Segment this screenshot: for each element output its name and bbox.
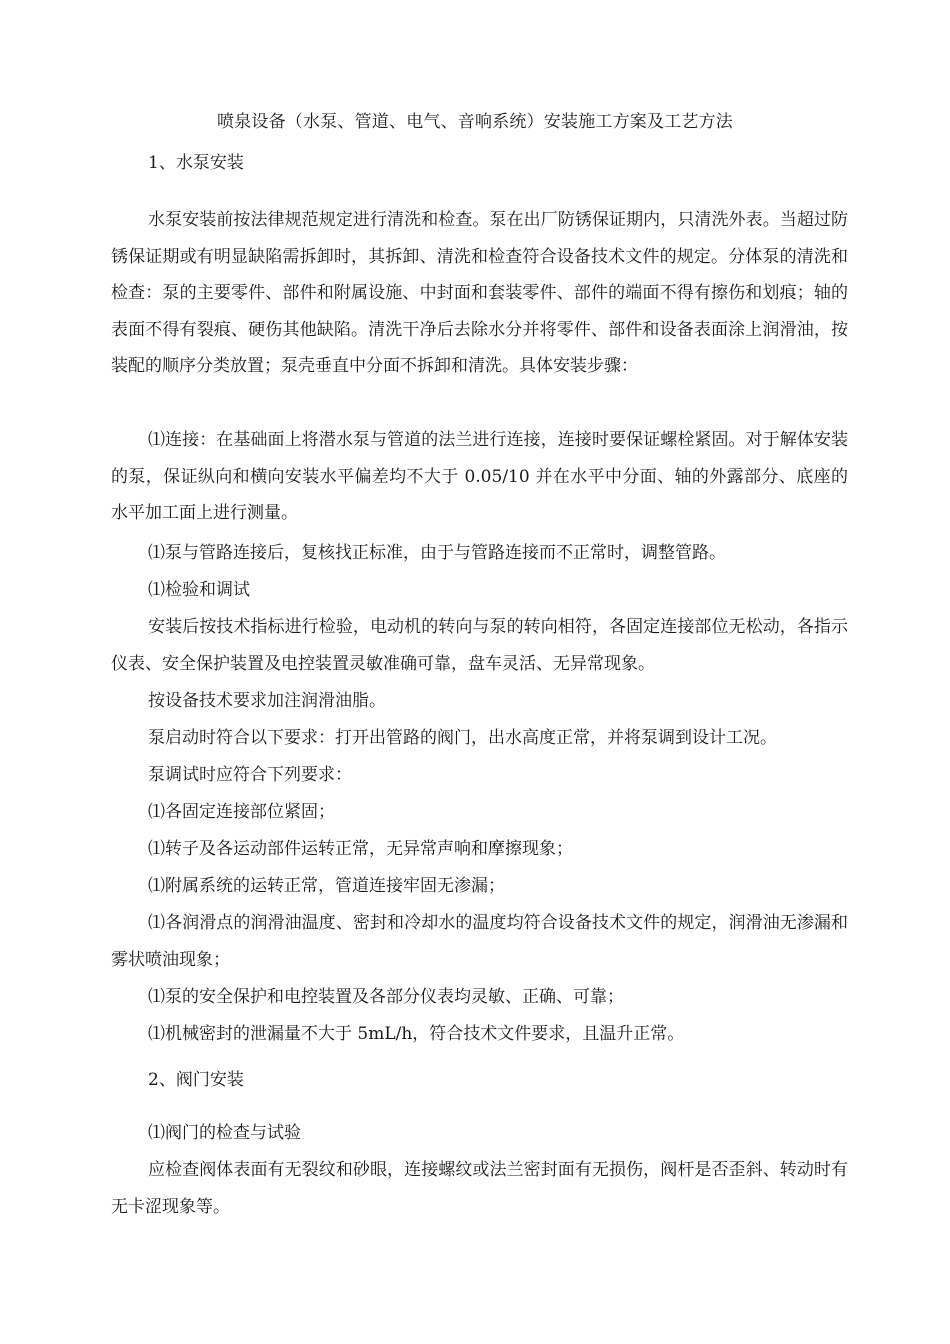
section-heading-pump: 1、水泵安装	[148, 153, 244, 173]
paragraph-pump-startup: 泵启动时符合以下要求：打开出管路的阀门，出水高度正常，并将泵调到设计工况。	[148, 728, 777, 748]
list-item-test-3: ⑴附属系统的运转正常，管道连接牢固无渗漏；	[148, 876, 505, 896]
document-title: 喷泉设备（水泵、管道、电气、音响系统）安装施工方案及工艺方法	[217, 112, 733, 132]
paragraph-pump-inspection: 安装后按技术指标进行检验，电动机的转向与泵的转向相符，各固定连接部位无松动，各指示仪表、安全保护装置及电控装置灵敏准确可靠，盘车灵活、无异常现象。	[111, 617, 848, 674]
list-item-test-5: ⑴泵的安全保护和电控装置及各部分仪表均灵敏、正确、可靠；	[148, 987, 624, 1007]
section-heading-valve: 2、阀门安装	[148, 1070, 244, 1090]
paragraph-pump-grease: 按设备技术要求加注润滑油脂。	[148, 691, 386, 711]
paragraph-valve-check: 应检查阀体表面有无裂纹和砂眼，连接螺纹或法兰密封面有无损伤，阀杆是否歪斜、转动时有无卡涩现象等。	[111, 1160, 848, 1217]
paragraph-pump-connection: ⑴连接：在基础面上将潜水泵与管道的法兰进行连接，连接时要保证螺栓紧固。对于解体安装的泵，保证纵向和横向安装水平偏差均不大于 0.05/10 并在水平中分面、轴的外露部分、底座的水平加工面上进行测量。	[111, 430, 848, 523]
list-item-test-2: ⑴转子及各运动部件运转正常，无异常声响和摩擦现象；	[148, 839, 573, 859]
paragraph-pump-intro: 水泵安装前按法律规范规定进行清洗和检查。泵在出厂防锈保证期内，只清洗外表。当超过防锈保证期或有明显缺陷需拆卸时，其拆卸、清洗和检查符合设备技术文件的规定。分体泵的清洗和检查：泵的主要零件、部件和附属设施、中封面和套装零件、部件的端面不得有擦伤和划痕；轴的表面不得有裂痕、硬伤其他缺陷。清洗干净后去除水分并将零件、部件和设备表面涂上润滑油，按装配的顺序分类放置；泵壳垂直中分面不拆卸和清洗。具体安装步骤：	[111, 210, 848, 376]
paragraph-pump-inspection-heading: ⑴检验和调试	[148, 580, 250, 600]
paragraph-valve-check-heading: ⑴阀门的检查与试验	[148, 1123, 301, 1143]
paragraph-pump-pipe: ⑴泵与管路连接后，复核找正标准，由于与管路连接而不正常时，调整管路。	[148, 543, 726, 563]
paragraph-pump-test-heading: 泵调试时应符合下列要求：	[148, 765, 352, 785]
list-item-test-1: ⑴各固定连接部位紧固；	[148, 802, 335, 822]
list-item-test-4: ⑴各润滑点的润滑油温度、密封和冷却水的温度均符合设备技术文件的规定，润滑油无渗漏和雾状喷油现象；	[111, 913, 848, 970]
list-item-test-6: ⑴机械密封的泄漏量不大于 5mL/h，符合技术文件要求，且温升正常。	[148, 1024, 685, 1044]
